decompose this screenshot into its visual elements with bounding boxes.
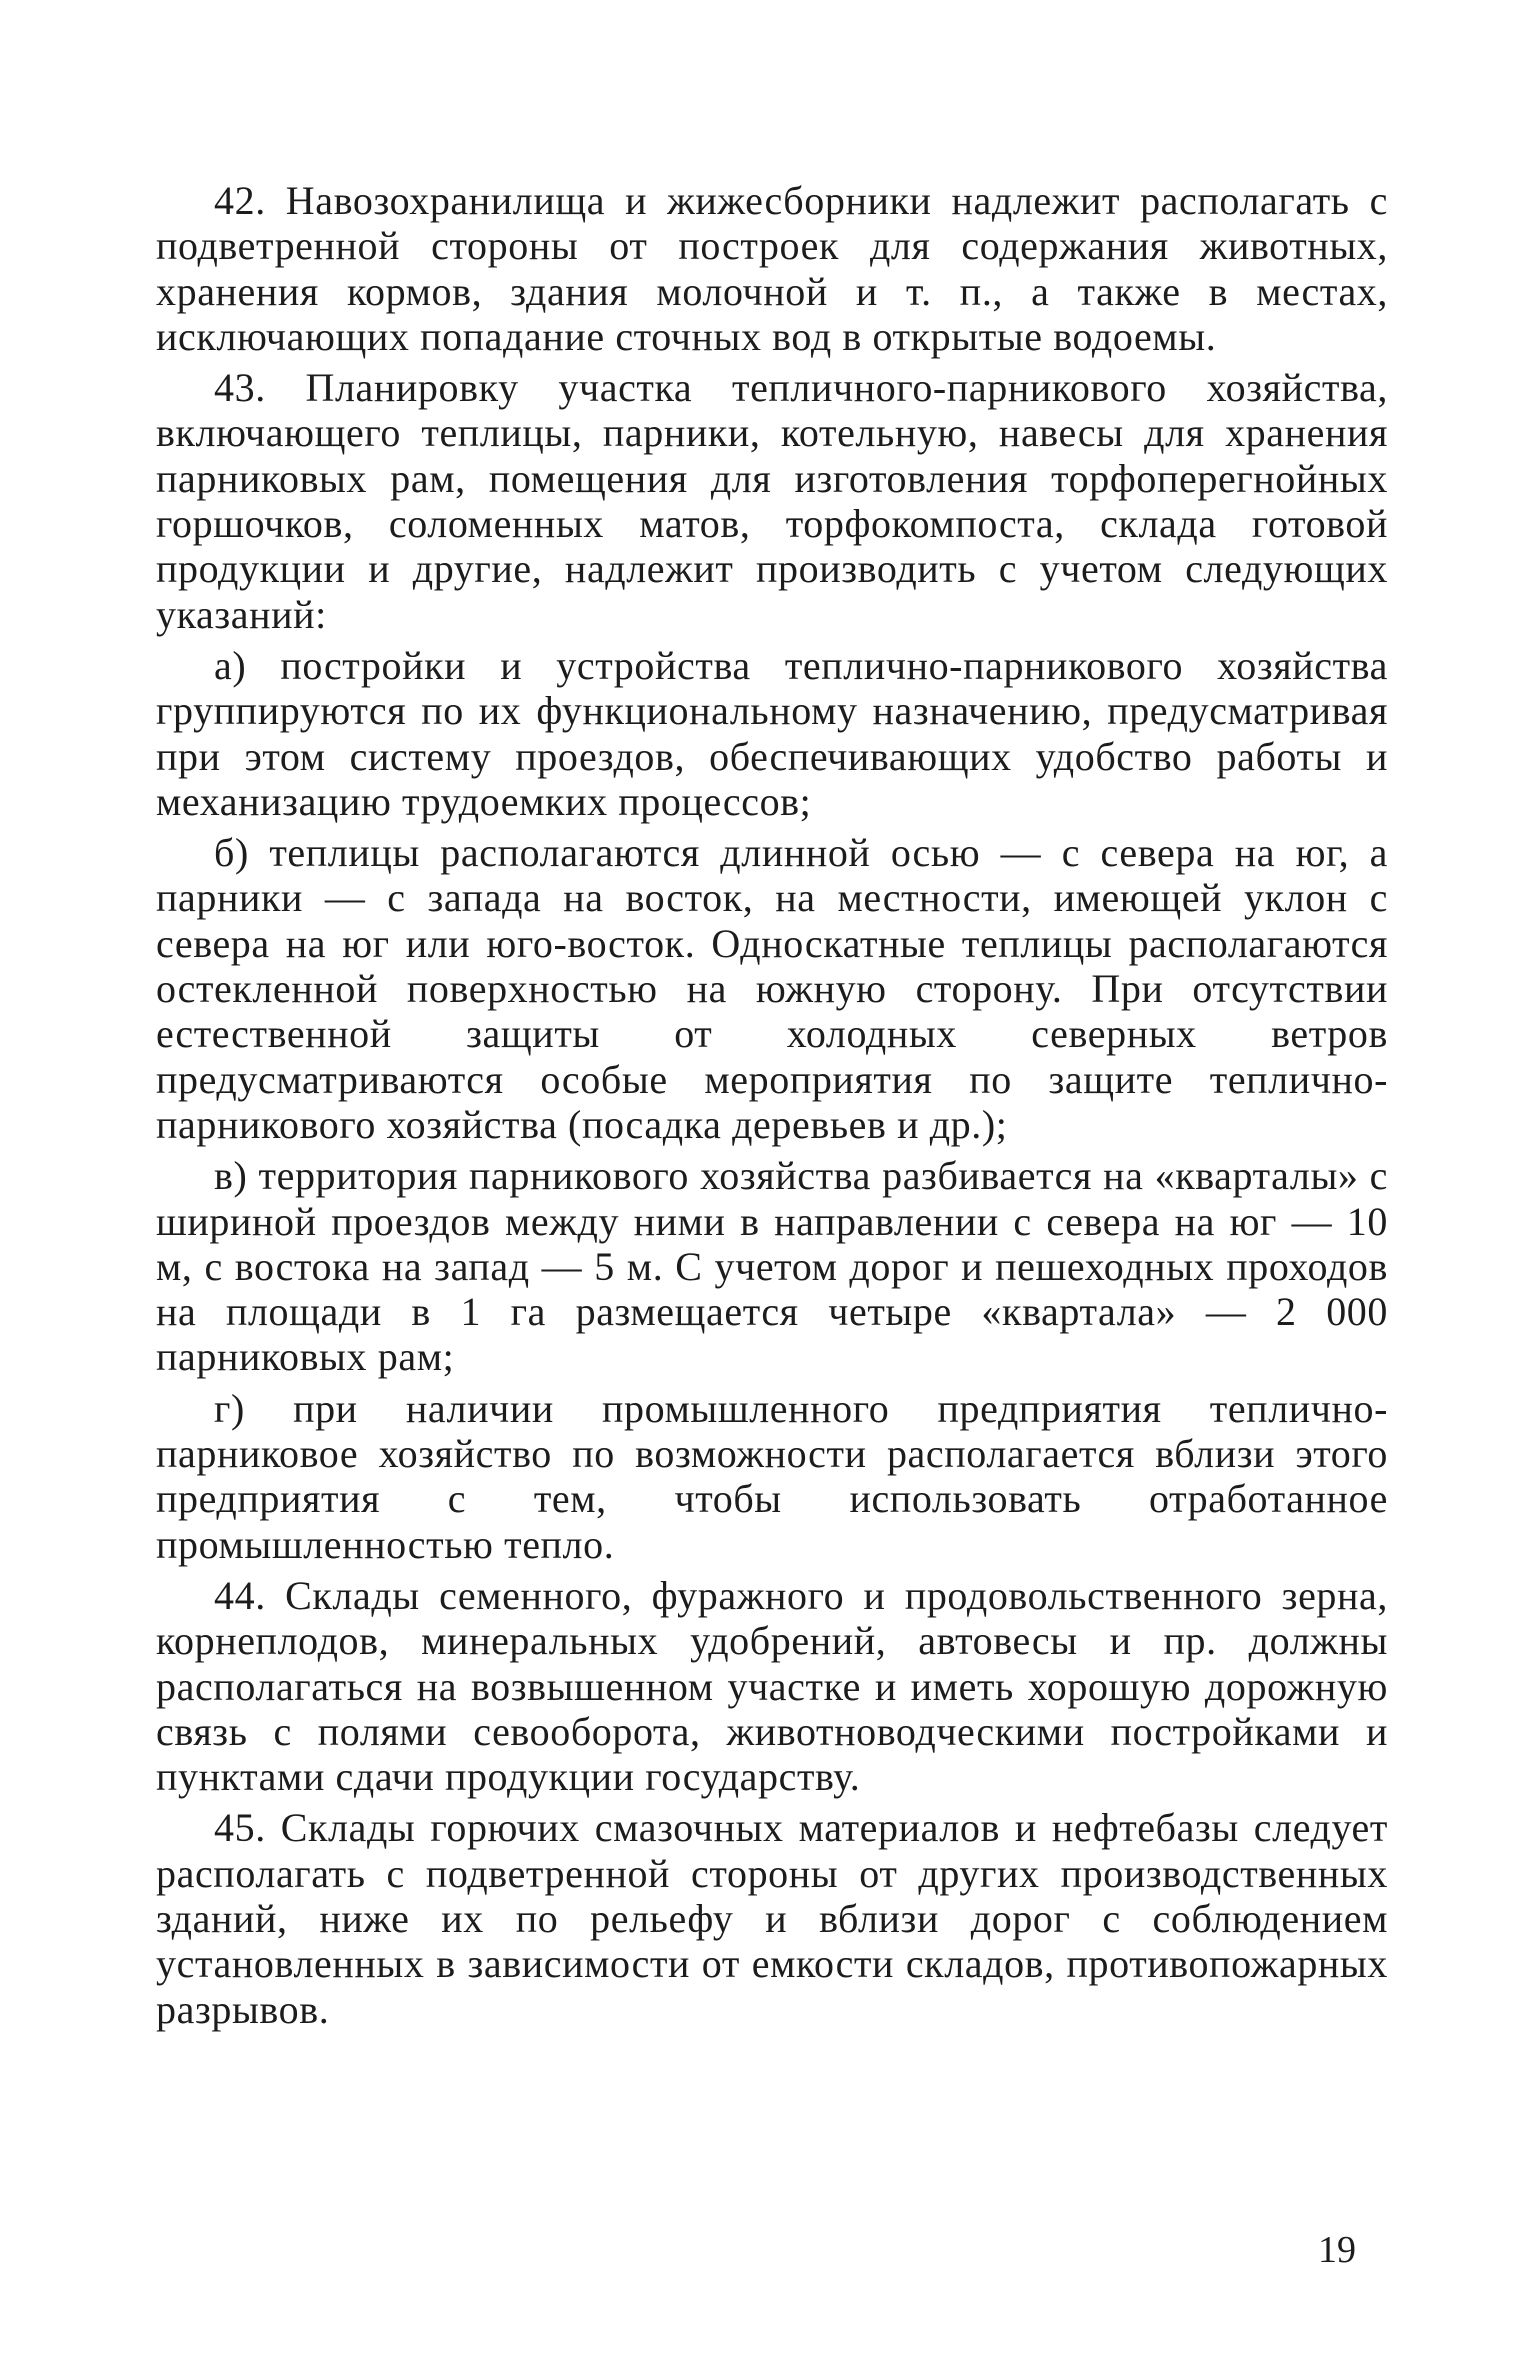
list-item-a: а) постройки и устройства теплично-парникового хозяйства группируются по их функциональному назначению, предусматривая при этом систему проездов, обеспечивающих удобство работы и механизацию трудоемких процессов;: [156, 642, 1388, 824]
list-item-g: г) при наличии промышленного предприятия теплично-парниковое хозяйство по возможности располагается вблизи этого предприятия с тем, чтобы использовать отработанное промышленностью тепло.: [156, 1385, 1388, 1567]
paragraph-42: 42. Навозохранилища и жижесборники надлежит располагать с подветренной стороны от построек для содержания животных, хранения кормов, здания молочной и т. п., а также в местах, исключающих попадание сточных вод в открытые водоемы.: [156, 178, 1388, 359]
paragraph-44: 44. Склады семенного, фуражного и продовольственного зерна, корнеплодов, минеральных удобрений, автовесы и пр. должны располагаться на возвышенном участке и иметь хорошую дорожную связь с полями севооборота, животноводческими постройками и пунктами сдачи продукции государству.: [156, 1572, 1388, 1800]
list-item-v: в) территория парникового хозяйства разбивается на «кварталы» с шириной проездов между ними в направлении с севера на юг — 10 м, с востока на запад — 5 м. С учетом дорог и пешеходных проходов на площади в 1 га размещается четыре «квартала» — 2 000 парниковых рам;: [156, 1153, 1388, 1380]
list-item-b: б) теплицы располагаются длинной осью — с севера на юг, а парники — с запада на восток, на местности, имеющей уклон с севера на юг или юго-восток. Односкатные теплицы располагаются остекленной поверхностью на южную сторону. При отсутствии естественной защиты от холодных северных ветров предусматриваются особые мероприятия по защите теплично-парникового хозяйства (посадка деревьев и др.);: [156, 830, 1388, 1147]
document-page: [156, 178, 1388, 2038]
paragraph-45: 45. Склады горючих смазочных материалов и нефтебазы следует располагать с подветренной стороны от других производственных зданий, ниже их по рельефу и вблизи дорог с соблюдением установленных в зависимости от емкости складов, противопожарных разрывов.: [156, 1805, 1388, 2032]
paragraph-43: 43. Планировку участка тепличного-парникового хозяйства, включающего теплицы, парники, котельную, навесы для хранения парниковых рам, помещения для изготовления торфоперегнойных горшочков, соломенных матов, торфокомпоста, склада готовой продукции и другие, надлежит производить с учетом следующих указаний:: [156, 365, 1388, 637]
page-number: 19: [1318, 2229, 1356, 2271]
